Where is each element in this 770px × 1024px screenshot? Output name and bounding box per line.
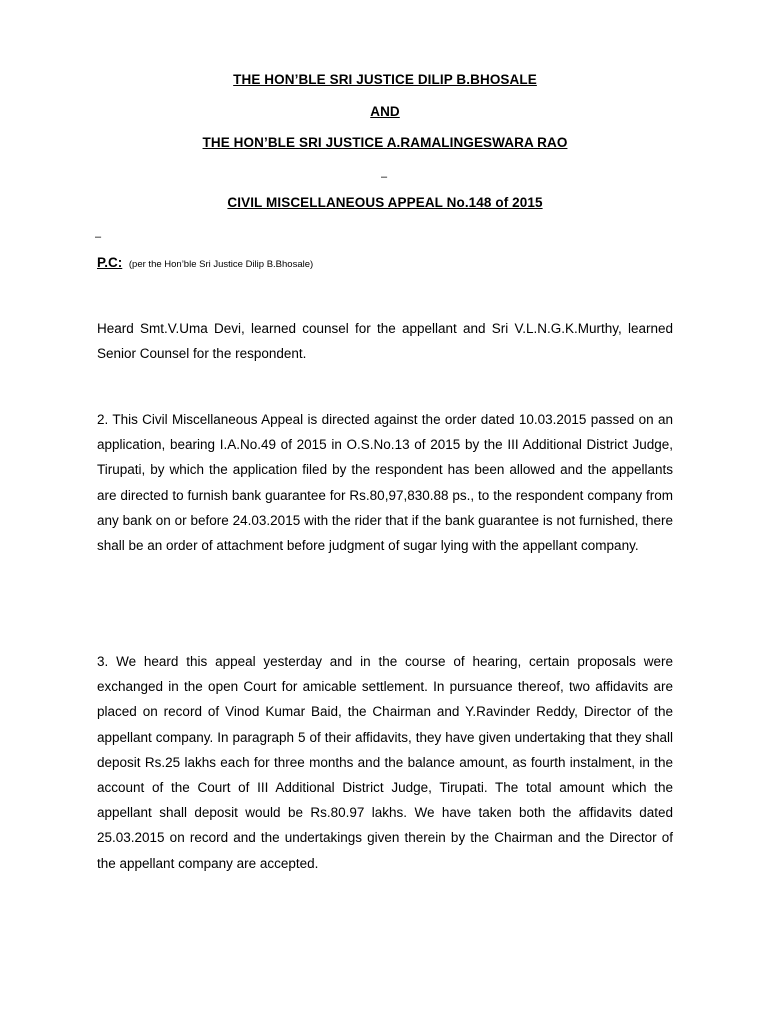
- paragraph-2: 2. This Civil Miscellaneous Appeal is directed against the order dated 10.03.2015 passed on an application, bearing I.A.No.49 of 2015 in O.S.No.13 of 2015 by the III Additional District Judge, Tirupati, by which the application filed by the respondent has been allowed and the appellants are directed to furnish bank guarantee for Rs.80,97,830.88 ps., to the respondent company from any bank on or before 24.03.2015 with the rider that if the bank guarantee is not furnished, there shall be an order of attachment before judgment of sugar lying with the appellant company.: [97, 412, 673, 554]
- separator-dash: –: [381, 171, 388, 183]
- paragraph-3: 3. We heard this appeal yesterday and in the course of hearing, certain proposals were exchanged in the open Court for amicable settlement. In pursuance thereof, two affidavits are placed on record of Vinod Kumar Baid, the Chairman and Y.Ravinder Reddy, Director of the appellant company. In paragraph 5 of their affidavits, they have given undertaking that they shall deposit Rs.25 lakhs each for three months and the balance amount, as fourth instalment, in the account of the Court of III Additional District Judge, Tirupati. The total amount which the appellant shall deposit would be Rs.80.97 lakhs. We have taken both the affidavits dated 25.03.2015 on record and the undertakings given therein by the Chairman and the Director of the appellant company are accepted.: [97, 654, 673, 871]
- separator-dash-left: –: [95, 231, 102, 243]
- judge-two-heading: THE HON’BLE SRI JUSTICE A.RAMALINGESWARA RAO: [202, 135, 568, 150]
- paragraph-1: Heard Smt.V.Uma Devi, learned counsel for the appellant and Sri V.L.N.G.K.Murthy, learned Senior Counsel for the respondent.: [97, 321, 673, 362]
- judge-one-heading: THE HON’BLE SRI JUSTICE DILIP B.BHOSALE: [233, 72, 537, 87]
- pc-label: P.C:: [97, 255, 123, 270]
- pc-line: [97, 255, 313, 270]
- and-heading: AND: [370, 104, 400, 119]
- case-title-heading: CIVIL MISCELLANEOUS APPEAL No.148 of 2015: [227, 195, 543, 210]
- pc-note: (per the Hon’ble Sri Justice Dilip B.Bhosale): [128, 259, 314, 270]
